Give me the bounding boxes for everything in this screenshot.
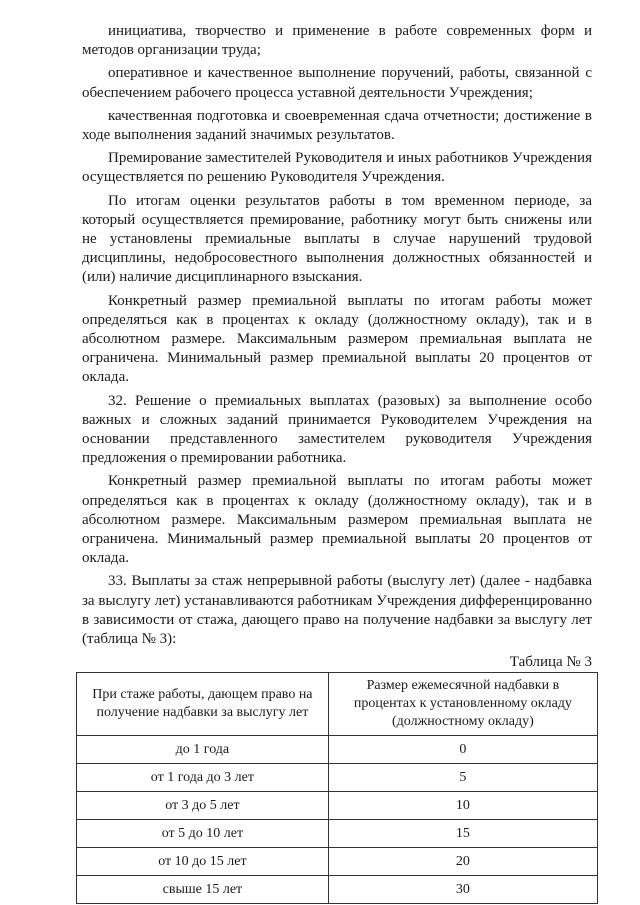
cell-seniority: от 3 до 5 лет: [77, 792, 329, 820]
paragraph-initiative: инициатива, творчество и применение в работе современных форм и методов организации труда;: [82, 23, 592, 59]
cell-allowance: 10: [328, 792, 597, 820]
table-row: [77, 876, 598, 904]
paragraph-operative-execution: оперативное и качественное выполнение поручений, работы, связанной с обеспечением рабочего процесса уставной деятельности Учреждения;: [82, 65, 592, 101]
cell-allowance: 5: [328, 764, 597, 792]
cell-allowance: 30: [328, 876, 597, 904]
paragraph-item-33: 33. Выплаты за стаж непрерывной работы (выслугу лет) (далее - надбавка за выслугу лет) устанавливаются работникам Учреждения дифференцированно в зависимости от стажа, дающего право на получение надбавки за выслугу лет (таблица № 3):: [82, 573, 592, 648]
cell-allowance: 20: [328, 848, 597, 876]
table-row: [77, 820, 598, 848]
cell-seniority: от 5 до 10 лет: [77, 820, 329, 848]
table-row: [77, 736, 598, 764]
cell-seniority: свыше 15 лет: [77, 876, 329, 904]
paragraph-bonus-reduction: По итогам оценки результатов работы в том временном периоде, за который осуществляется премирование, работнику могут быть снижены или не установлены премиальные выплаты в случае нарушений трудовой дисциплины, недобросовестного выполнения должностных обязанностей и (или) наличие дисциплинарного взыскания.: [82, 192, 592, 286]
table-row: [77, 792, 598, 820]
table-header-row: [77, 673, 598, 736]
seniority-allowance-table: [76, 672, 598, 904]
cell-allowance: 0: [328, 736, 597, 764]
paragraph-reporting: качественная подготовка и своевременная сдача отчетности; достижение в ходе выполнения заданий значимых результатов.: [82, 107, 592, 144]
paragraph-item-32: 32. Решение о премиальных выплатах (разовых) за выполнение особо важных и сложных заданий принимается Руководителем Учреждения на основании представленного заместителем руководителя Учреждения предложения о премировании работника.: [82, 392, 592, 467]
table-row: [77, 764, 598, 792]
cell-seniority: от 10 до 15 лет: [77, 848, 329, 876]
paragraph-bonus-size: Конкретный размер премиальной выплаты по итогам работы может определяться как в процентах к окладу (должностному окладу), так и в абсолютном размере. Максимальным размером премиальная выплата не ограничена. Минимальный размер премиальной выплаты 20 процентов от оклада.: [82, 292, 592, 386]
cell-allowance: 15: [328, 820, 597, 848]
header-seniority: При стаже работы, дающем право на получение надбавки за выслугу лет: [77, 673, 329, 736]
document-page: [82, 22, 592, 904]
header-allowance-percent: Размер ежемесячной надбавки в процентах к установленному окладу (должностному окладу): [328, 673, 597, 736]
table-caption: Таблица № 3: [509, 654, 592, 671]
table-row: [77, 848, 598, 876]
cell-seniority: от 1 года до 3 лет: [77, 764, 329, 792]
paragraph-bonus-size-repeat: Конкретный размер премиальной выплаты по итогам работы может определяться как в процентах к окладу (должностному окладу), так и в абсолютном размере. Максимальным размером премиальная выплата не ограничена. Минимальный размер премиальной выплаты 20 процентов от оклада.: [82, 473, 592, 567]
cell-seniority: до 1 года: [77, 736, 329, 764]
paragraph-bonus-decision: Премирование заместителей Руководителя и иных работников Учреждения осуществляется по решению Руководителя Учреждения.: [82, 150, 592, 186]
